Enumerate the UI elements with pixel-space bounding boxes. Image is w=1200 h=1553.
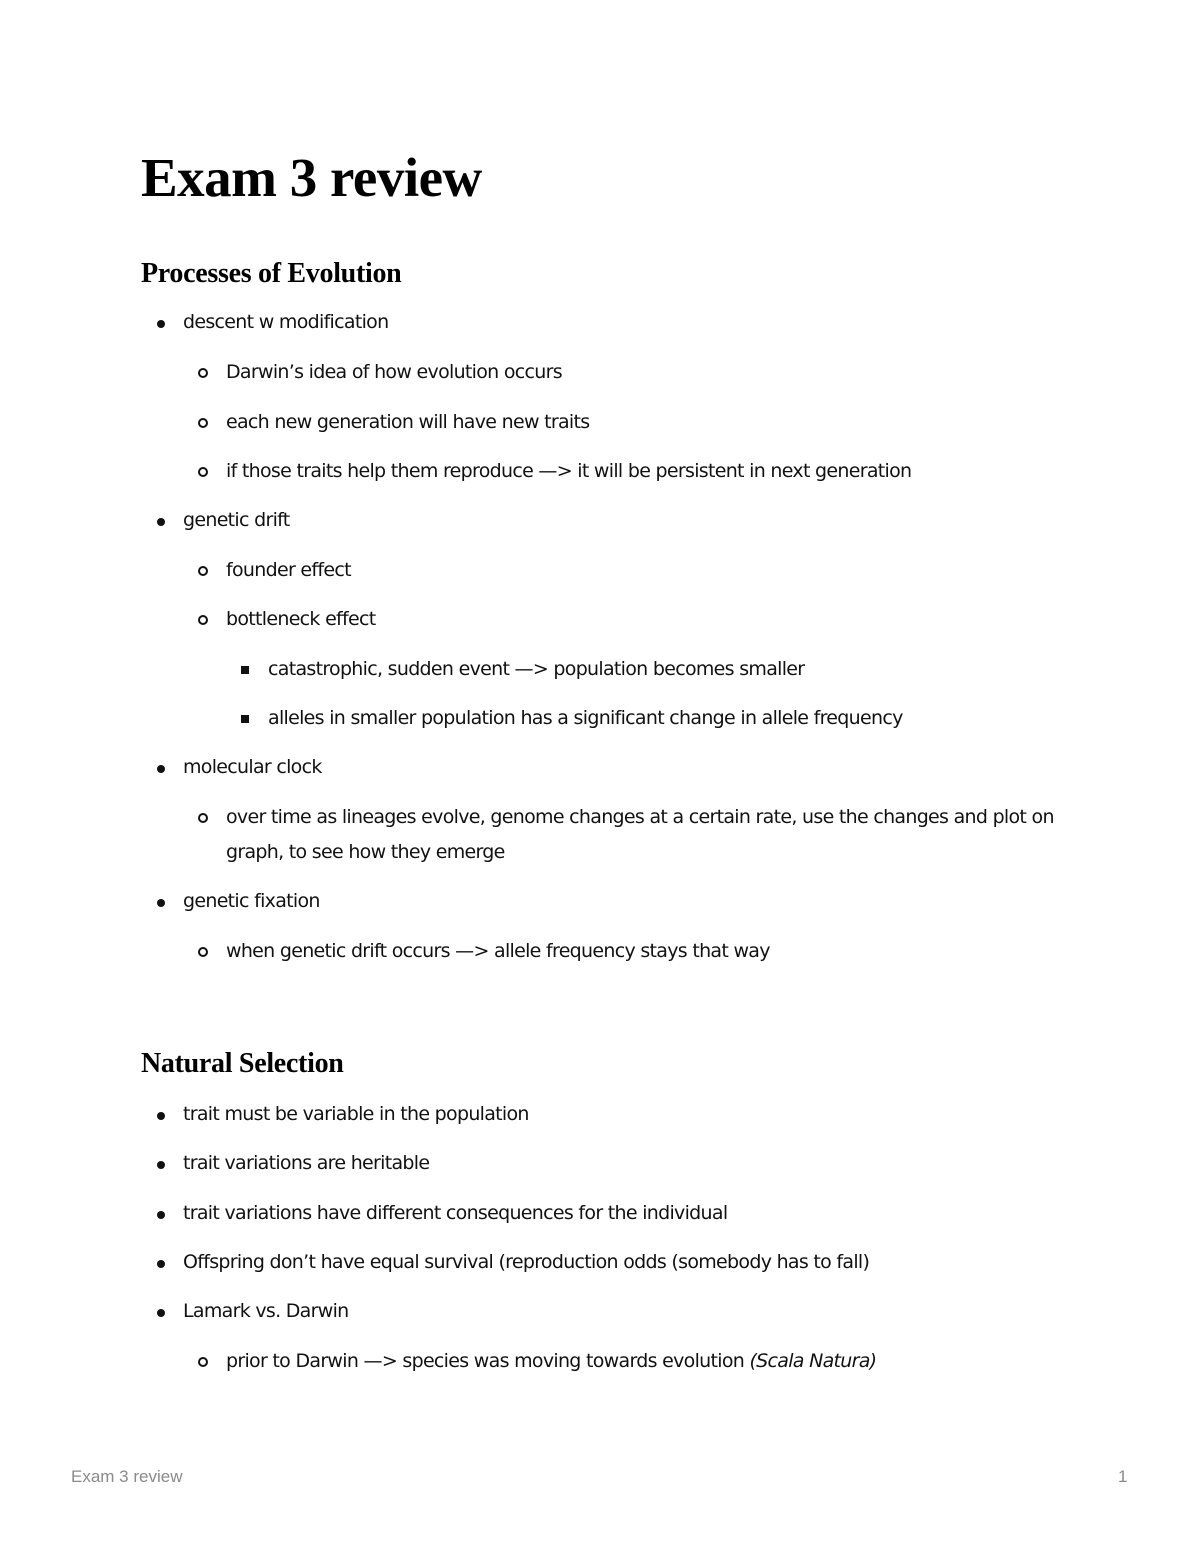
list-item: catastrophic, sudden event —> population becomes smaller [268,658,805,680]
bullet-disc [157,1260,165,1268]
list-item: descent w modification [183,311,389,333]
list-item: Offspring don’t have equal survival (reproduction odds (somebody has to fall) [183,1251,870,1273]
bullet-circle [198,1357,208,1367]
list-item: each new generation will have new traits [226,411,590,433]
bullet-disc [157,765,165,773]
bullet-circle [198,368,208,378]
list-item-text: prior to Darwin —> species was moving towards evolution [226,1350,750,1372]
bullet-disc [157,899,165,907]
bullet-disc [157,1211,165,1219]
document-title: Exam 3 review [141,147,482,208]
bullet-square [241,715,249,723]
bullet-circle [198,566,208,576]
list-item: bottleneck effect [226,608,376,630]
list-item: molecular clock [183,756,322,778]
list-item: over time as lineages evolve, genome changes at a certain rate, use the changes and plot on graph, to see how they emerge [226,806,1054,863]
list-item: alleles in smaller population has a significant change in allele frequency [268,707,903,729]
list-item: genetic drift [183,509,290,531]
list-item: founder effect [226,559,351,581]
section-heading: Processes of Evolution [141,258,402,289]
list-item [226,1344,876,1379]
bullet-disc [157,1161,165,1169]
list-item: trait must be variable in the population [183,1103,529,1125]
list-item: trait variations are heritable [183,1152,430,1174]
italic-term: (Scala Natura) [749,1350,877,1372]
footer-page-number: 1 [1118,1467,1128,1486]
section-heading: Natural Selection [141,1048,344,1079]
bullet-circle [198,947,208,957]
bullet-circle [198,418,208,428]
list-item: trait variations have different consequences for the individual [183,1202,728,1224]
bullet-square [241,666,249,674]
bullet-circle [198,615,208,625]
bullet-disc [157,1309,165,1317]
list-item: if those traits help them reproduce —> it will be persistent in next generation [226,460,912,482]
list-item: Lamark vs. Darwin [183,1300,349,1322]
list-item: Darwin’s idea of how evolution occurs [226,361,562,383]
bullet-circle [198,467,208,477]
bullet-disc [157,1112,165,1120]
bullet-disc [157,320,165,328]
bullet-circle [198,813,208,823]
bullet-disc [157,518,165,526]
list-item: when genetic drift occurs —> allele frequency stays that way [226,940,770,962]
list-item: genetic fixation [183,890,320,912]
footer-doc-title: Exam 3 review [71,1467,183,1486]
